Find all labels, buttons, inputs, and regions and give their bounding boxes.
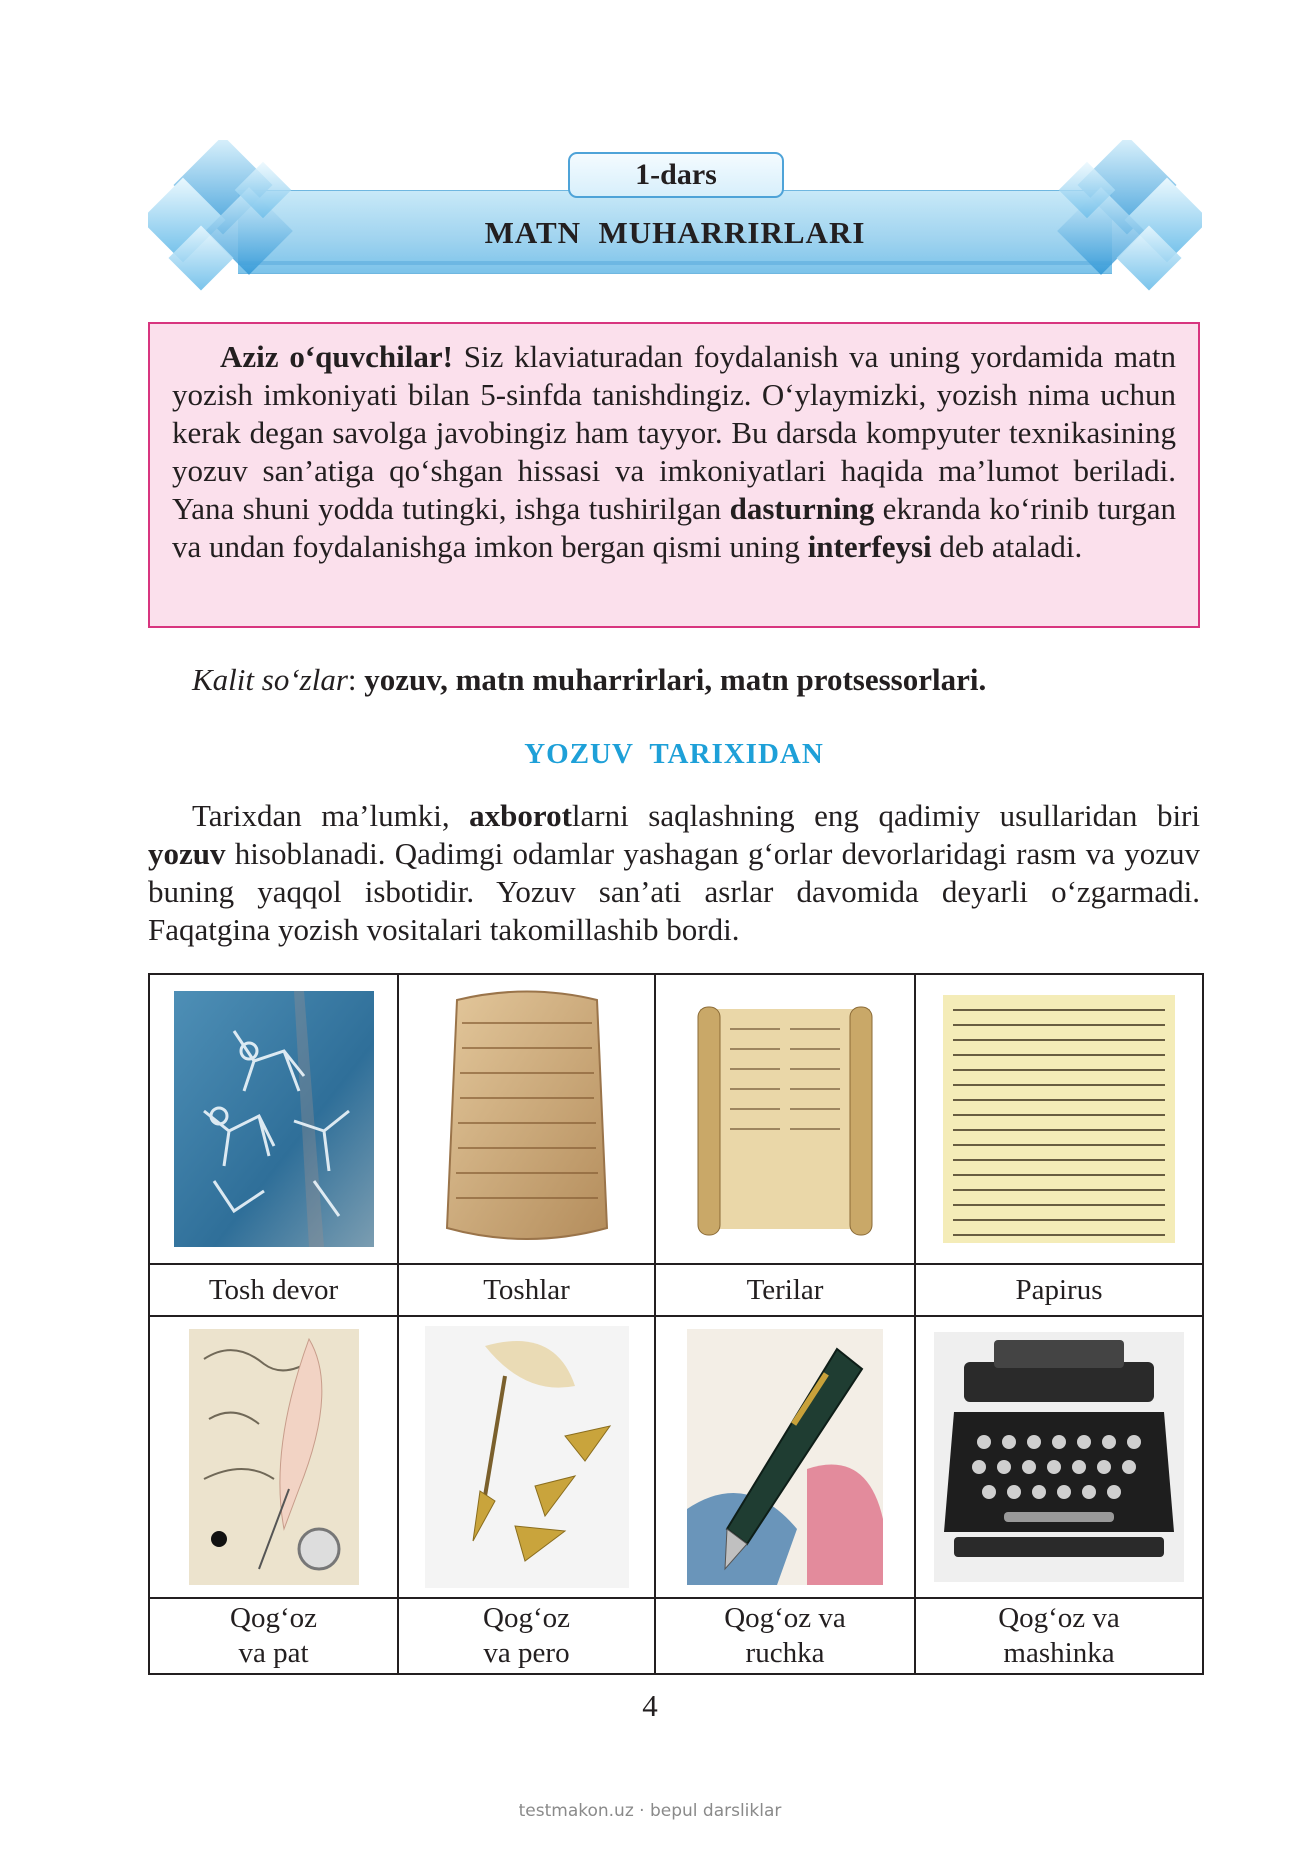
caption-qogoz-va-pat [149, 1598, 398, 1674]
keywords-label: Kalit so‘zlar [192, 662, 348, 697]
caption-papirus: Papirus [915, 1264, 1203, 1316]
quill-image [189, 1329, 359, 1585]
table-cell [915, 974, 1203, 1264]
caption-line-1: Qog‘oz [230, 1602, 317, 1634]
page-title: MATN MUHARRIRLARI [484, 215, 866, 250]
table-cell [655, 974, 915, 1264]
rock-art-image [174, 991, 374, 1247]
intro-term-dasturning: dasturning [729, 491, 875, 526]
section-title: YOZUV TARIXIDAN [524, 738, 824, 770]
history-term-axborot: axborot [469, 798, 572, 833]
keywords-words: yozuv, matn muharrirlari, matn protsessorlari. [364, 662, 987, 697]
caption-line-2: va pero [483, 1637, 570, 1669]
caption-line-1: Qog‘oz va [998, 1602, 1120, 1634]
history-text-3: hisoblanadi. Qadimgi odamlar yashagan g‘orlar devorlaridagi rasm va yozuv buning yaqqol isbotidir. Yozuv san’ati asrlar davomida deyarli o‘zgarmadi. Faqatgina yozish vositalari takomillashib bordi. [148, 836, 1200, 947]
intro-text-1: Siz klaviaturadan foydalanish va uning yordamida matn yozish imkoniyati bilan 5-sinfda tanishdingiz. O‘ylaymizki, yozish nima uchun kerak degan savolga javobingiz ham tayyor. Bu darsda kompyuter texnikasining yozuv san’atiga qo‘shgan hissasi va imkoniyatlari haqida ma’lumot beriladi. Yana shuni yodda tutingki, ishga tushirilgan [172, 339, 1176, 526]
intro-paragraph [172, 338, 1176, 566]
intro-text-2: ekranda ko‘rinib turgan va undan foydalanishga imkon bergan qismi uning [172, 491, 1176, 564]
table-cell [149, 974, 398, 1264]
table-cell [655, 1316, 915, 1598]
caption-toshlar: Toshlar [398, 1264, 655, 1316]
typewriter-image [934, 1332, 1184, 1582]
table-row [149, 974, 1203, 1264]
keywords-line [148, 660, 1200, 700]
lesson-number: 1-dars [568, 152, 784, 198]
history-text-1: Tarixdan ma’lumki, [192, 798, 470, 833]
table-row [149, 1598, 1203, 1674]
table-cell [915, 1316, 1203, 1598]
caption-line-1: Qog‘oz va [724, 1602, 846, 1634]
caption-line-2: va pat [238, 1637, 309, 1669]
table-cell [398, 974, 655, 1264]
caption-qogoz-va-ruchka [655, 1598, 915, 1674]
history-term-yozuv: yozuv [148, 836, 226, 871]
clay-tablet-image [442, 988, 612, 1250]
table-row [149, 1316, 1203, 1598]
table-cell [149, 1316, 398, 1598]
footer-watermark: testmakon.uz · bepul darsliklar [518, 1801, 782, 1821]
keywords-colon: : [347, 662, 365, 697]
papyrus-image [943, 995, 1175, 1243]
caption-terilar: Terilar [655, 1264, 915, 1316]
table-cell [398, 1316, 655, 1598]
history-text-2: larni saqlashning eng qadimiy usullaridan biri [571, 798, 1200, 833]
caption-tosh-devor: Tosh devor [149, 1264, 398, 1316]
intro-greeting: Aziz o‘quvchilar! [220, 339, 453, 374]
intro-text-3: deb ataladi. [931, 529, 1083, 564]
caption-line-1: Qog‘oz [483, 1602, 570, 1634]
lesson-banner [148, 140, 1202, 292]
caption-line-2: mashinka [1003, 1637, 1115, 1669]
writing-tools-table [148, 973, 1204, 1675]
table-row [149, 1264, 1203, 1316]
intro-box [148, 322, 1200, 628]
caption-qogoz-va-mashinka [915, 1598, 1203, 1674]
scroll-image [690, 999, 880, 1239]
caption-line-2: ruchka [745, 1637, 825, 1669]
history-paragraph [148, 797, 1200, 949]
nib-pens-image [425, 1326, 629, 1588]
caption-qogoz-va-pero [398, 1598, 655, 1674]
page-number: 4 [642, 1688, 658, 1723]
intro-term-interfeysi: interfeysi [807, 529, 932, 564]
fountain-pen-image [687, 1329, 883, 1585]
